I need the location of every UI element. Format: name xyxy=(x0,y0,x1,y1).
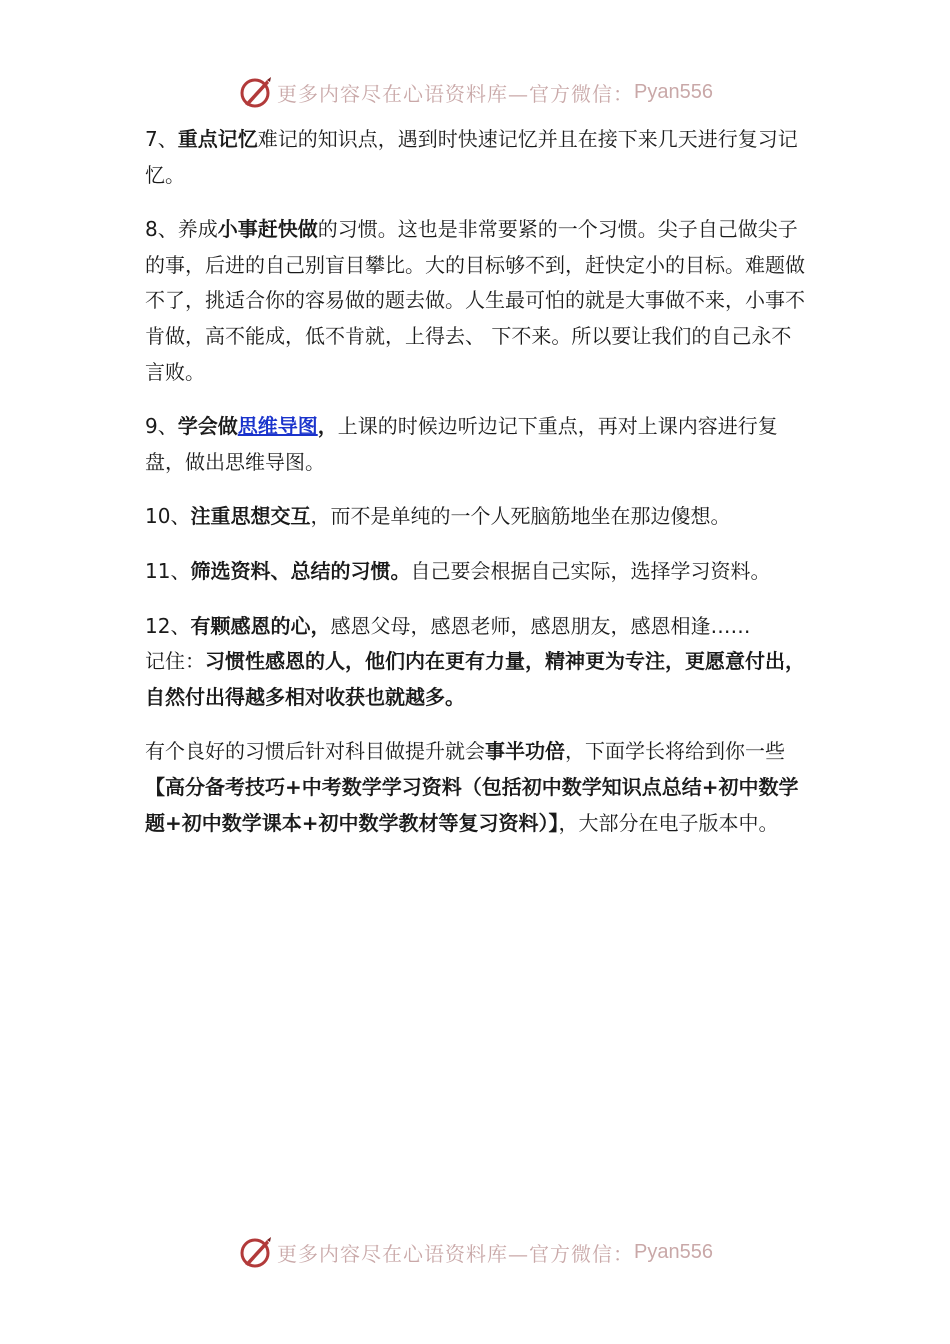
item-number: 12、 xyxy=(145,613,191,638)
item-text: 难记的知识点，遇到时快速记忆并且在接下来几天进行复习记忆。 xyxy=(145,127,798,187)
list-item xyxy=(145,554,810,590)
footer-watermark xyxy=(0,1232,950,1272)
brand-text: 更多内容尽在心语资料库—官方微信： xyxy=(277,1241,635,1266)
item-text-pre: 养成 xyxy=(177,217,218,242)
pen-quill-logo-icon xyxy=(237,74,273,110)
item-text: 自己要会根据自己实际，选择学习资料。 xyxy=(410,558,771,583)
list-item xyxy=(145,409,810,480)
closing-text-mid: ，下面学长将给到你一些 xyxy=(565,739,785,764)
closing-keyword: 事半功倍 xyxy=(485,739,565,764)
note-label: 记住： xyxy=(145,649,205,674)
item-text: ，而不是单纯的一个人死脑筋地坐在那边傻想。 xyxy=(310,504,731,529)
item-keyword: 小事赶快做 xyxy=(217,217,318,242)
list-item xyxy=(145,499,810,535)
header-watermark xyxy=(0,72,950,112)
item-text: 感恩父母，感恩老师，感恩朋友，感恩相逢…… xyxy=(330,613,751,638)
item-keyword: 筛选资料、总结的习惯。 xyxy=(190,558,411,583)
brand-text: 更多内容尽在心语资料库—官方微信： xyxy=(277,81,635,106)
closing-text-pre: 有个良好的习惯后针对科目做提升就会 xyxy=(145,739,485,764)
pen-quill-logo-icon xyxy=(237,1234,273,1270)
item-text: 上课的时候边听边记下重点，再对上课内容进行复盘，做出思维导图。 xyxy=(145,414,778,474)
item-keyword: 注重思想交互 xyxy=(190,504,311,529)
list-item xyxy=(145,212,810,390)
wechat-id: Pyan556 xyxy=(634,80,713,103)
mind-map-link[interactable]: 思维导图 xyxy=(237,414,318,439)
item-keyword: 学会做 xyxy=(177,414,238,439)
item-keyword-punct: ， xyxy=(317,414,338,439)
article-body xyxy=(145,122,810,860)
list-item xyxy=(145,609,810,716)
item-number: 10、 xyxy=(145,504,191,529)
item-keyword: 有颗感恩的心， xyxy=(190,613,331,638)
item-number: 9、 xyxy=(145,414,178,439)
item-keyword: 重点记忆 xyxy=(177,127,258,151)
item-number: 8、 xyxy=(145,217,178,242)
note-text: 习惯性感恩的人，他们内在更有力量，精神更为专注，更愿意付出，自然付出得越多相对收获也就越多。 xyxy=(145,649,805,709)
item-text: 的习惯。这也是非常要紧的一个习惯。尖子自己做尖子的事，后进的自己别盲目攀比。大的目标够不到，赶快定小的目标。难题做不了，挑适合你的容易做的题去做。人生最可怕的就是大事做不来，小事不肯做，高不能成，低不肯就，上得去、 下不来。所以要让我们的自己永不言败。 xyxy=(145,217,805,384)
wechat-id: Pyan556 xyxy=(634,1240,713,1263)
closing-text-end: ，大部分在电子版本中。 xyxy=(558,810,779,835)
list-item xyxy=(145,122,810,193)
item-number: 7、 xyxy=(145,127,178,151)
closing-paragraph xyxy=(145,734,810,841)
item-number: 11、 xyxy=(145,558,191,583)
closing-resources: 【高分备考技巧+中考数学学习资料（包括初中数学知识点总结+初中数学题+初中数学课本+初中数学教材等复习资料）】 xyxy=(145,774,799,835)
